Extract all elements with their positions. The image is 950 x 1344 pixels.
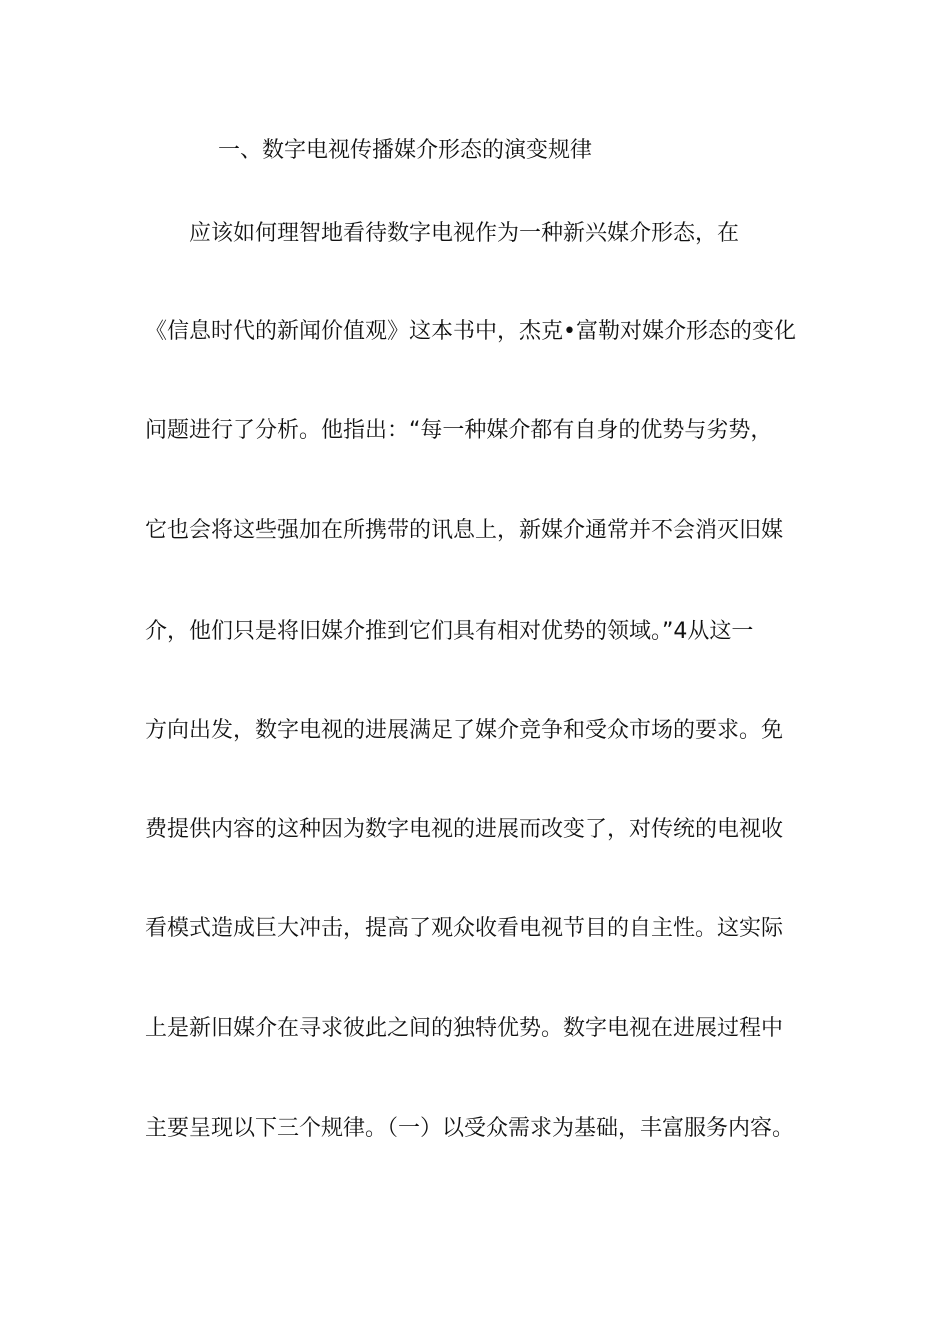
paragraph-line-9: 上是新旧媒介在寻求彼此之间的独特优势。数字电视在进展过程中 [145,1016,784,1041]
paragraph-line-6: 方向出发，数字电视的进展满足了媒介竞争和受众市场的要求。免 [145,718,784,743]
paragraph-line-10: 主要呈现以下三个规律。（一）以受众需求为基础，丰富服务内容。 [145,1116,795,1141]
paragraph-line-3: 问题进行了分析。他指出：“每一种媒介都有自身的优势与劣势， [145,418,773,443]
paragraph-line-4: 它也会将这些强加在所携带的讯息上，新媒介通常并不会消灭旧媒 [145,518,784,543]
paragraph-line-5: 介，他们只是将旧媒介推到它们具有相对优势的领域。”4从这一 [145,619,754,644]
paragraph-line-2: 《信息时代的新闻价值观》这本书中，杰克•富勒对媒介形态的变化 [145,319,796,344]
section-heading: 一、数字电视传播媒介形态的演变规律 [218,138,593,163]
paragraph-line-8: 看模式造成巨大冲击，提高了观众收看电视节目的自主性。这实际 [145,916,784,941]
paragraph-line-7: 费提供内容的这种因为数字电视的进展而改变了，对传统的电视收 [145,817,784,842]
paragraph-line-1: 应该如何理智地看待数字电视作为一种新兴媒介形态，在 [145,221,740,246]
